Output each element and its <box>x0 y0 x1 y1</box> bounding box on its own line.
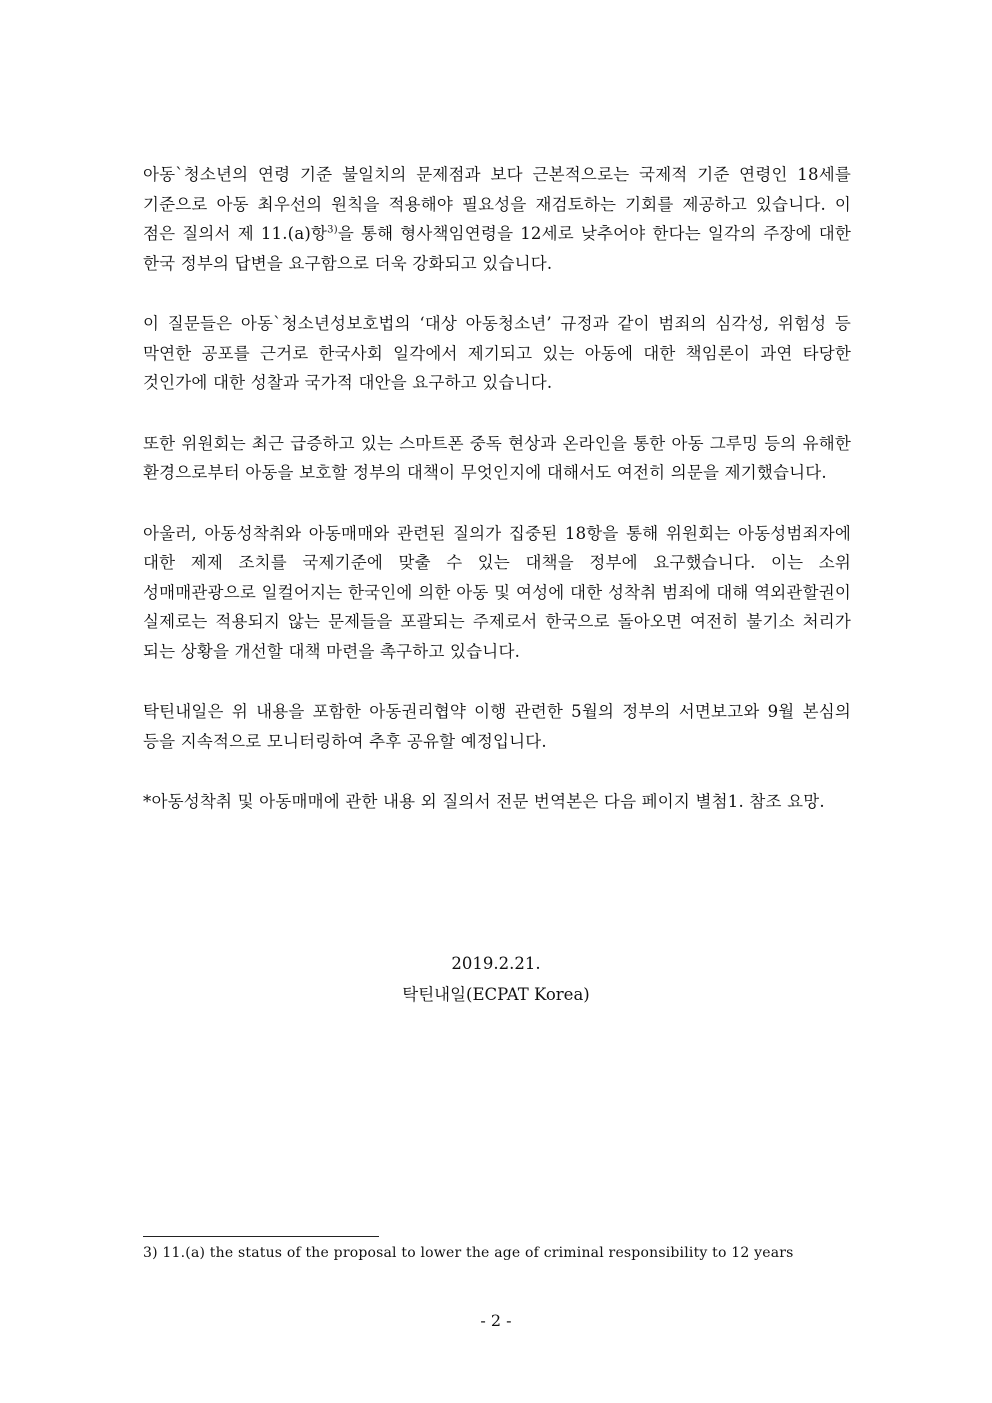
paragraph-attachment-note: *아동성착취 및 아동매매에 관한 내용 외 질의서 전문 번역본은 다음 페이지 별첨1. 참조 요망. <box>143 792 825 811</box>
paragraph-responsibility: 이 질문들은 아동`청소년성보호법의 ‘대상 아동청소년’ 규정과 같이 범죄의 심각성, 위험성 등 막연한 공포를 근거로 한국사회 일각에서 제기되고 있는 아동에 대한 책임론이 과연 타당한 것인가에 대한 성찰과 국가적 대안을 요구하고 있습니다. <box>143 314 851 392</box>
paragraph-age-standard-after: 을 통해 형사책임연령을 12세로 낮추어야 한다는 일각의 주장에 대한 한국 정부의 답변을 요구함으로 더욱 강화되고 있습니다. <box>143 224 851 273</box>
paragraph-monitoring: 탁틴내일은 위 내용을 포함한 아동권리협약 이행 관련한 5월의 정부의 서면보고와 9월 본심의 등을 지속적으로 모니터링하여 추후 공유할 예정입니다. <box>143 702 851 751</box>
footnote-divider <box>143 1236 379 1237</box>
paragraph-sexual-exploitation: 아울러, 아동성착취와 아동매매와 관련된 질의가 집중된 18항을 통해 위원회는 아동성범죄자에 대한 제제 조치를 국제기준에 맞출 수 있는 대책을 정부에 요구했습니다. 이는 소위 성매매관광으로 일컬어지는 한국인에 의한 아동 및 여성에 대한 성착취 범죄에 대해 역외관할권이 실제로는 적용되지 않는 문제들을 포괄되는 주제로서 한국으로 돌아오면 여전히 불기소 처리가 되는 상황을 개선할 대책 마련을 촉구하고 있습니다. <box>143 523 851 661</box>
page-number: - 2 - <box>480 1311 512 1330</box>
paragraph-age-standard-before: 아동`청소년의 연령 기준 불일치의 문제점과 보다 근본적으로는 국제적 기준 연령인 18세를 기준으로 아동 최우선의 원칙을 적용해야 필요성을 재검토하는 기회를 제공하고 있습니다. 이 점은 질의서 제 11.(a)항 <box>143 165 851 243</box>
closing-date: 2019.2.21. <box>451 954 541 973</box>
footnote: 3) 11.(a) the status of the proposal to lower the age of criminal responsibility to 12 years <box>143 1245 794 1261</box>
paragraph-age-standard <box>143 160 851 278</box>
body-text <box>143 160 851 848</box>
closing-block <box>0 948 992 1010</box>
paragraph-online-grooming: 또한 위원회는 최근 급증하고 있는 스마트폰 중독 현상과 온라인을 통한 아동 그루밍 등의 유해한 환경으로부터 아동을 보호할 정부의 대책이 무엇인지에 대해서도 여전히 의문을 제기했습니다. <box>143 433 851 482</box>
footnote-reference[interactable]: 3) <box>327 224 338 236</box>
closing-organization: 탁틴내일(ECPAT Korea) <box>402 985 590 1004</box>
